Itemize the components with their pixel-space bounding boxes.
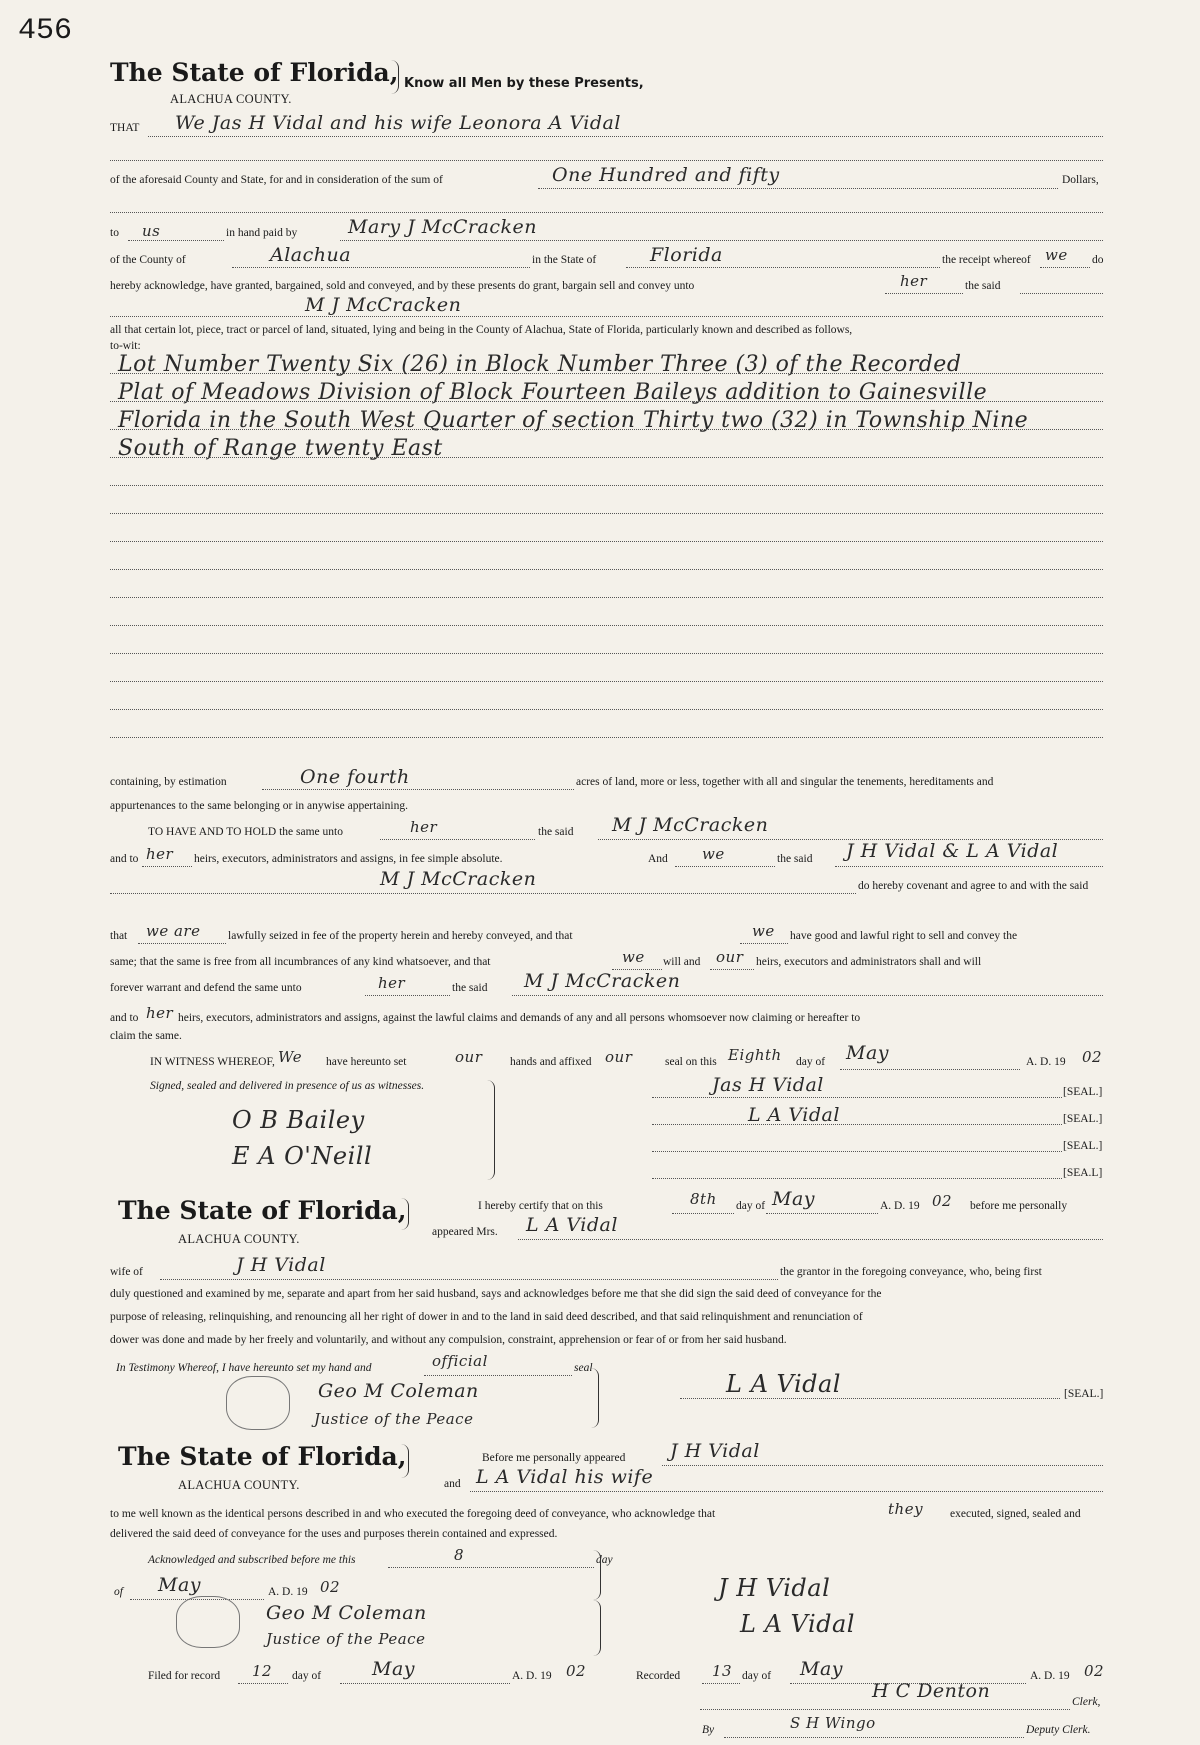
we-handwritten: we (702, 845, 725, 863)
cert2-officer-title: Justice of the Peace (266, 1630, 426, 1648)
receipt-handwritten: we (1045, 246, 1068, 264)
cert1-day-handwritten: 8th (690, 1190, 717, 1208)
witness-we-handwritten: We (278, 1048, 303, 1066)
cert2-seal-stamp (176, 1596, 240, 1648)
grantee2-handwritten: M J McCracken (380, 868, 537, 890)
cert2-day-word: day (596, 1554, 613, 1566)
heirs-handwritten: her (146, 845, 174, 863)
cert1-husband-handwritten: J H Vidal (236, 1254, 326, 1276)
description-line-4: South of Range twenty East (118, 436, 443, 461)
filed-month-handwritten: May (372, 1658, 416, 1680)
witness-year-handwritten: 02 (1082, 1048, 1103, 1066)
cert1-official-handwritten: official (432, 1352, 488, 1370)
recorded-label: Recorded (636, 1670, 681, 1682)
witness-day-handwritten: Eighth (728, 1046, 782, 1064)
filed-year-handwritten: 02 (566, 1662, 587, 1680)
witness-signature-1: O B Bailey (232, 1106, 365, 1134)
witness-signature-2: E A O'Neill (232, 1142, 373, 1170)
heirs2-text: heirs, executors and administrators shall and will (756, 956, 982, 968)
witness-our-handwritten: our (455, 1048, 483, 1066)
deputy-label: Deputy Clerk. (1026, 1724, 1091, 1736)
cert2-county: ALACHUA COUNTY. (178, 1478, 300, 1492)
county-handwritten: Alachua (270, 244, 352, 266)
free-text: same; that the same is free from all incumbrances of any kind whatsoever, and that (110, 956, 491, 968)
recorded-month-handwritten: May (800, 1658, 844, 1680)
and-to-2: and to (110, 1012, 139, 1024)
unto-handwritten: her (900, 272, 928, 290)
cert1-month-handwritten: May (772, 1188, 816, 1210)
covenant-text: do hereby covenant and agree to and with the said (858, 880, 1089, 892)
cert1-para-1: duly questioned and examined by me, separate and apart from her said husband, says and acknowledges before me that she did sign the said deed of conveyance for the (110, 1288, 882, 1300)
deputy-signature: S H Wingo (790, 1714, 876, 1732)
cert2-ack: Acknowledged and subscribed before me this (148, 1554, 356, 1566)
witness-month-handwritten: May (846, 1042, 890, 1064)
heirs-text: heirs, executors, administrators and assigns, in fee simple absolute. (194, 853, 503, 865)
cert1-certify: I hereby certify that on this (478, 1200, 603, 1212)
acres-text: acres of land, more or less, together with all and singular the tenements, hereditaments and (576, 776, 994, 788)
cert2-ack-bracket (590, 1550, 601, 1600)
claim-text: claim the same. (110, 1030, 182, 1042)
cert2-year-handwritten: 02 (320, 1578, 341, 1596)
have-set-text: have hereunto set (326, 1056, 407, 1068)
cert2-and: and (444, 1478, 461, 1490)
cert1-bracket (398, 1198, 409, 1230)
grant-text: hereby acknowledge, have granted, bargained, sold and conveyed, and by these presents do grant, bargain sell and convey unto (110, 280, 695, 292)
cert2-officer-signature: Geo M Coleman (266, 1602, 427, 1624)
grantee-handwritten: M J McCracken (305, 294, 462, 316)
cert2-para-2: delivered the said deed of conveyance for the uses and purposes therein contained and expressed. (110, 1528, 558, 1540)
seal-tag-3: [SEAL.] (1063, 1140, 1103, 1152)
recorded-day-of: day of (742, 1670, 772, 1682)
cert2-bracket (398, 1444, 409, 1478)
cert1-name-handwritten: L A Vidal (526, 1214, 618, 1236)
filed-day-of: day of (292, 1670, 322, 1682)
to-have-text: TO HAVE AND TO HOLD the same unto (148, 826, 343, 838)
day-of-text: day of (796, 1056, 826, 1068)
witness-bracket (484, 1080, 495, 1180)
cert1-before: before me personally (970, 1200, 1068, 1212)
the-said-label: the said (965, 280, 1001, 292)
and-label: And (648, 853, 668, 865)
receipt-label: the receipt whereof (942, 254, 1031, 266)
unto2-handwritten: her (378, 974, 406, 992)
county-label: ALACHUA COUNTY. (170, 92, 292, 106)
habendum-the-said: the said (538, 826, 574, 838)
area-handwritten: One fourth (300, 766, 410, 788)
to-wit-label: to-wit: (110, 340, 141, 352)
payer-handwritten: Mary J McCracken (348, 216, 537, 238)
cert1-day-of: day of (736, 1200, 766, 1212)
cert1-county: ALACHUA COUNTY. (178, 1232, 300, 1246)
right-text: have good and lawful right to sell and convey the (790, 930, 1018, 942)
cert2-before: Before me personally appeared (482, 1452, 626, 1464)
cert2-ad: A. D. 19 (268, 1586, 308, 1598)
we3-handwritten: we (622, 948, 645, 966)
cert2-name2-handwritten: L A Vidal his wife (476, 1466, 654, 1488)
we2-handwritten: we (752, 922, 775, 940)
by-label: By (702, 1724, 715, 1736)
hands-text: hands and affixed (510, 1056, 592, 1068)
state-handwritten: Florida (650, 244, 723, 266)
ad-text: A. D. 19 (1026, 1056, 1066, 1068)
official-seal-stamp (226, 1376, 290, 1430)
cert2-officer-bracket (590, 1600, 601, 1656)
know-all-men: Know all Men by these Presents, (404, 76, 644, 91)
clerk-signature: H C Denton (872, 1680, 991, 1702)
cert1-ad: A. D. 19 (880, 1200, 920, 1212)
cert1-signer-signature: L A Vidal (726, 1370, 841, 1398)
in-witness-text: IN WITNESS WHEREOF, (150, 1056, 275, 1068)
habendum-unto-handwritten: her (410, 818, 438, 836)
description-line-3: Florida in the South West Quarter of section Thirty two (32) in Township Nine (118, 408, 1029, 433)
containing-text: containing, by estimation (110, 776, 227, 788)
cert1-officer-title: Justice of the Peace (314, 1410, 474, 1428)
cert2-they-handwritten: they (888, 1500, 924, 1518)
seal-tag-4: [SEA.L] (1063, 1167, 1103, 1179)
to-label: to (110, 227, 119, 239)
cert1-wife-of: wife of (110, 1266, 143, 1278)
are-handwritten: we are (146, 922, 201, 940)
header-bracket (388, 60, 399, 94)
that-label-2: that (110, 930, 128, 942)
cert2-para-1b: executed, signed, sealed and (950, 1508, 1081, 1520)
clerk-label: Clerk, (1072, 1696, 1101, 1708)
cert1-officer-bracket (588, 1368, 599, 1428)
cert2-ack-day-handwritten: 8 (454, 1546, 465, 1564)
amount-handwritten: One Hundred and fifty (552, 164, 780, 186)
do-label: do (1092, 254, 1104, 266)
description-line-1: Lot Number Twenty Six (26) in Block Number Three (3) of the Recorded (118, 352, 962, 377)
cert2-name1-handwritten: J H Vidal (670, 1440, 760, 1462)
cert1-grantor: the grantor in the foregoing conveyance, who, being first (780, 1266, 1042, 1278)
cert1-para-2: purpose of releasing, relinquishing, and renouncing all her right of dower in and to the land in said deed described, and that said relinquishment and renunciation of (110, 1311, 863, 1323)
cert1-year-handwritten: 02 (932, 1192, 953, 1210)
land-text: all that certain lot, piece, tract or parcel of land, situated, lying and being in the County of Alachua, State of Florida, particularly known and described as follows, (110, 324, 853, 336)
signer-signature-1: Jas H Vidal (712, 1074, 824, 1096)
cert2-of: of (114, 1586, 123, 1598)
the-said-2: the said (777, 853, 813, 865)
forever-text: forever warrant and defend the same unto (110, 982, 302, 994)
her3-handwritten: her (146, 1004, 174, 1022)
seal-tag-1: [SEAL.] (1063, 1086, 1103, 1098)
and-to-label: and to (110, 853, 139, 865)
state-title: The State of Florida, (110, 58, 399, 87)
dollars-label: Dollars, (1062, 174, 1099, 186)
recorded-year-handwritten: 02 (1084, 1662, 1105, 1680)
filed-label: Filed for record (148, 1670, 221, 1682)
filed-day-handwritten: 12 (252, 1662, 273, 1680)
cert1-testimony: In Testimony Whereof, I have hereunto set my hand and (116, 1362, 372, 1374)
cert1-seal-tag: [SEAL.] (1064, 1388, 1104, 1400)
cert1-state-title: The State of Florida, (118, 1196, 407, 1225)
signer-signature-2: L A Vidal (748, 1104, 840, 1126)
cert2-signer-signature-1: J H Vidal (718, 1574, 831, 1602)
grantors-handwritten: We Jas H Vidal and his wife Leonora A Vidal (175, 112, 621, 134)
seal-this-text: seal on this (665, 1056, 717, 1068)
will-and-text: will and (663, 956, 701, 968)
recorded-ad: A. D. 19 (1030, 1670, 1070, 1682)
cert1-para-3: dower was done and made by her freely and voluntarily, and without any compulsion, constraint, apprehension or fear of or from her said husband. (110, 1334, 787, 1346)
against-text: heirs, executors, administrators and assigns, against the lawful claims and demands of any and all persons whomsoever now claiming or hereafter to (178, 1012, 861, 1024)
that-label: THAT (110, 122, 140, 134)
cert2-state-title: The State of Florida, (118, 1442, 407, 1471)
witness-our2-handwritten: our (605, 1048, 633, 1066)
cert2-month-handwritten: May (158, 1574, 202, 1596)
our-handwritten: our (716, 948, 744, 966)
signed-note: Signed, sealed and delivered in presence of us as witnesses. (150, 1080, 425, 1092)
cert1-seal-word: seal (574, 1362, 593, 1374)
habendum-grantee-handwritten: M J McCracken (612, 814, 769, 836)
grantors2-handwritten: J H Vidal & L A Vidal (846, 840, 1059, 862)
page-number: 456 (18, 14, 73, 48)
of-county-label: of the County of (110, 254, 186, 266)
cert2-para-1a: to me well known as the identical persons described in and who executed the foregoing deed of conveyance, who acknowledge that (110, 1508, 716, 1520)
description-line-2: Plat of Meadows Division of Block Fourteen Baileys addition to Gainesville (118, 380, 988, 405)
seal-tag-2: [SEAL.] (1063, 1113, 1103, 1125)
recorded-day-handwritten: 13 (712, 1662, 733, 1680)
consideration-text: of the aforesaid County and State, for and in consideration of the sum of (110, 174, 443, 186)
filed-ad: A. D. 19 (512, 1670, 552, 1682)
in-state-label: in the State of (532, 254, 597, 266)
seized-text: lawfully seized in fee of the property herein and hereby conveyed, and that (228, 930, 573, 942)
appurtenances-text: appurtenances to the same belonging or in anywise appertaining. (110, 800, 408, 812)
cert1-appeared: appeared Mrs. (432, 1226, 498, 1238)
cert1-officer-signature: Geo M Coleman (318, 1380, 479, 1402)
cert2-signer-signature-2: L A Vidal (740, 1610, 855, 1638)
grantee3-handwritten: M J McCracken (524, 970, 681, 992)
to-handwritten: us (142, 222, 161, 240)
in-hand-paid-label: in hand paid by (226, 227, 298, 239)
the-said-3: the said (452, 982, 488, 994)
